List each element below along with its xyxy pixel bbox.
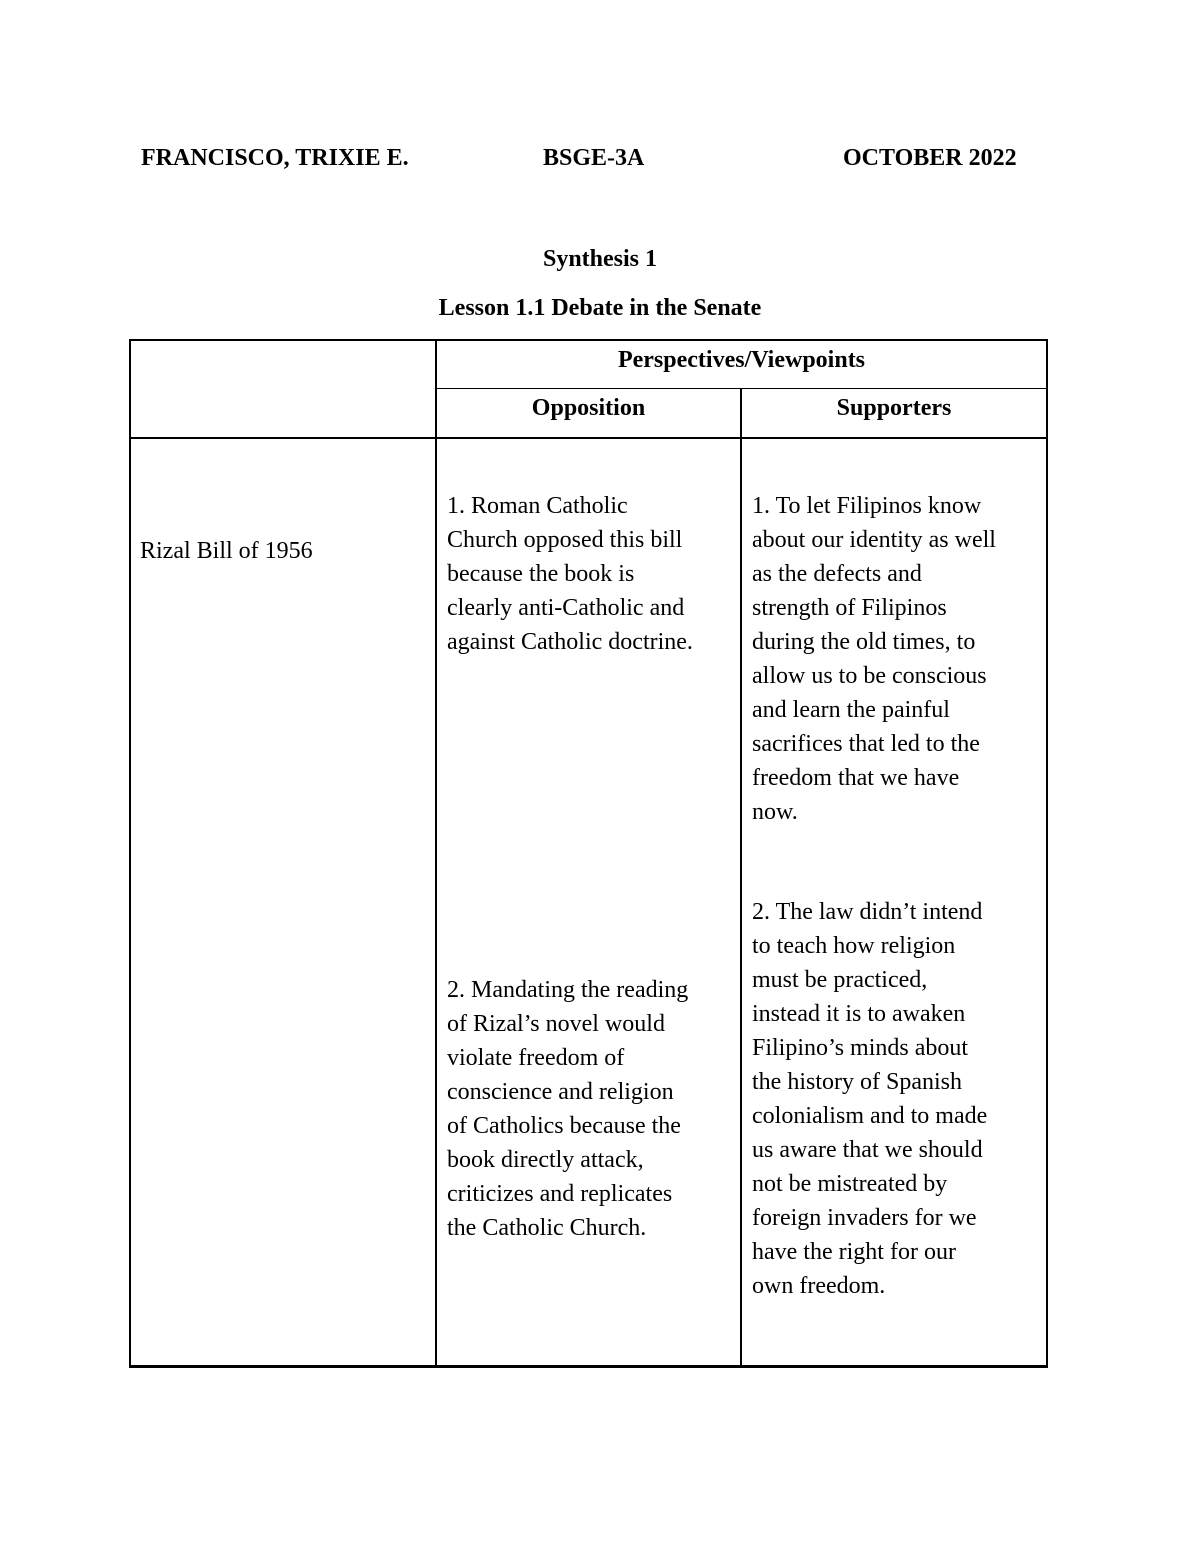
text-line: not be mistreated by [752,1171,948,1197]
text-line: strength of Filipinos [752,595,947,621]
text-line: Filipino’s minds about [752,1035,969,1061]
text-line: clearly anti-Catholic and [447,595,685,621]
text-line: the history of Spanish [752,1069,962,1095]
text-line: 2. Mandating the reading [447,977,689,1003]
submission-date: OCTOBER 2022 [843,145,1017,171]
table-border-right [1046,339,1048,1368]
text-line: us aware that we should [752,1137,983,1163]
text-line: because the book is [447,561,635,587]
text-line: colonialism and to made [752,1103,988,1129]
document-title: Synthesis 1 [542,246,658,272]
text-line: to teach how religion [752,933,956,959]
course-section: BSGE-3A [543,145,645,171]
text-line: book directly attack, [447,1147,644,1173]
table-border-left [129,339,131,1368]
text-line: against Catholic doctrine. [447,629,693,655]
text-line: and learn the painful [752,697,950,723]
opposition-point-2 [447,973,688,1245]
text-line: allow us to be conscious [752,663,987,689]
text-line: have the right for our [752,1239,956,1265]
text-line: of Rizal’s novel would [447,1011,665,1037]
text-line: violate freedom of [447,1045,625,1071]
table-border-top [129,339,1048,341]
divider-group-header [435,388,1048,389]
text-line: Church opposed this bill [447,527,683,553]
text-line: during the old times, to [752,629,976,655]
text-line: sacrifices that led to the [752,731,980,757]
column-header-supporters: Supporters [836,395,952,421]
lesson-subtitle: Lesson 1.1 Debate in the Senate [438,295,762,321]
text-line: the Catholic Church. [447,1215,647,1241]
text-line: now. [752,799,798,825]
supporters-point-1 [752,489,996,829]
group-header-perspectives: Perspectives/Viewpoints [617,347,866,373]
text-line: must be practiced, [752,967,928,993]
text-line: about our identity as well [752,527,996,553]
text-line: own freedom. [752,1273,886,1299]
student-name: FRANCISCO, TRIXIE E. [141,145,409,171]
text-line: as the defects and [752,561,922,587]
text-line: foreign invaders for we [752,1205,977,1231]
text-line: criticizes and replicates [447,1181,673,1207]
text-line: 1. To let Filipinos know [752,493,982,519]
text-line: of Catholics because the [447,1113,681,1139]
supporters-point-2 [752,895,987,1303]
text-line: freedom that we have [752,765,960,791]
divider-col-2 [740,388,742,1368]
row-label-rizal-bill: Rizal Bill of 1956 [140,538,313,564]
table-border-bottom [129,1365,1048,1368]
text-line: 2. The law didn’t intend [752,899,983,925]
opposition-point-1 [447,489,693,659]
divider-col-1 [435,339,437,1368]
text-line: conscience and religion [447,1079,674,1105]
text-line: instead it is to awaken [752,1001,966,1027]
column-header-opposition: Opposition [531,395,646,421]
divider-header-body [129,437,1048,439]
text-line: 1. Roman Catholic [447,493,628,519]
